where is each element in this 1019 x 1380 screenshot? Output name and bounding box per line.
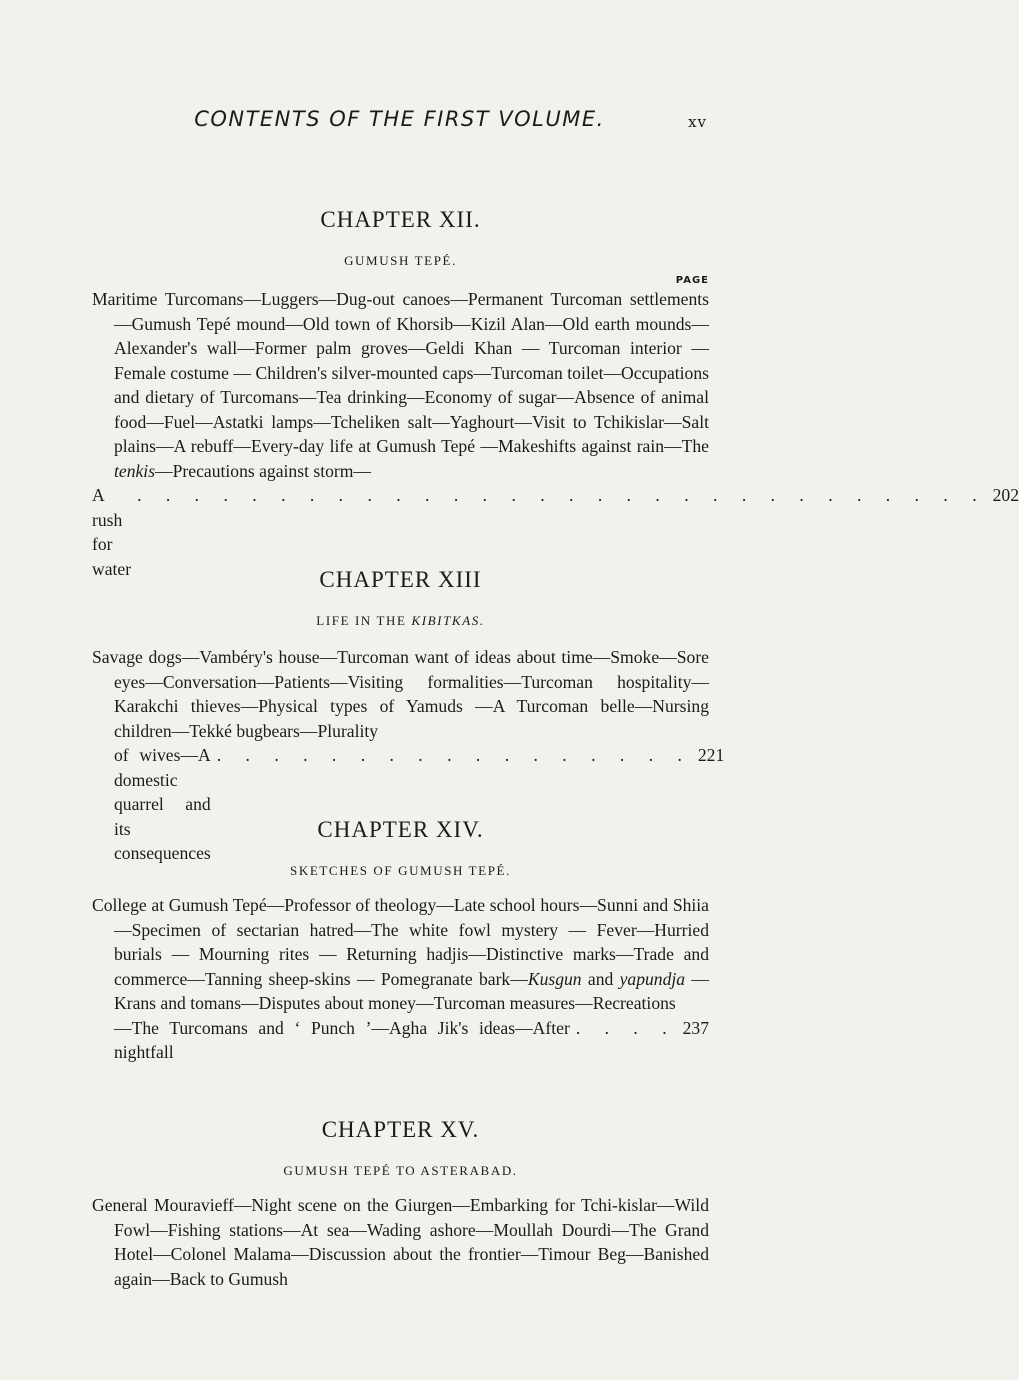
- chapter-xiv: [92, 817, 709, 1065]
- chapter-title: CHAPTER XV.: [321, 1117, 480, 1142]
- chapter-summary: College at Gumush Tepé—Professor of theology—Late school hours—Sunni and Shiia—Specimen of sectarian hatred—The white fowl mystery — Fever—Hurried burials — Mourning rites — Returning hadjis—Distinctive marks—Trade and commerce—Tanning sheep-skins — Pomegranate bark—Kusgun and yapundja — Krans and tomans—Disputes about money—Turcoman measures—Recreations —The Turcomans and ‘ Punch ’—Agha Jik's ideas—After nightfall . . . . 237: [92, 893, 709, 1065]
- chapter-summary: Maritime Turcomans—Luggers—Dug-out canoes—Permanent Turcoman settlements—Gumush Tepé mound—Old town of Khorsib—Kizil Alan—Old earth mounds—Alexander's wall—Former palm groves—Geldi Khan — Turcoman interior — Female costume — Children's silver-mounted caps—Turcoman toilet—Occupations and dietary of Turcomans—Tea drinking—Economy of sugar—Absence of animal food—Fuel—Astatki lamps—Tcheliken salt—Yaghourt—Visit to Tchikislar—Salt plains—A rebuff—Every-day life at Gumush Tepé —Makeshifts against rain—The tenkis—Precautions against storm— A rush for water . . . . . . . . . . . . . . . . . . . . . . . . . . . . . . 202: [92, 287, 709, 581]
- chapter-xii: [92, 207, 1019, 581]
- running-head: [0, 107, 799, 137]
- chapter-xv: [92, 1117, 709, 1291]
- dot-leader: . . . . . . . . . . . . . . . . .: [216, 745, 692, 765]
- chapter-subtitle: LIFE IN THE KIBITKAS.: [316, 613, 485, 628]
- toc-entry-line: of wives—A domestic quarrel and its consequences . . . . . . . . . . . . . . . . . 221: [114, 745, 725, 863]
- italic-term: yapundja: [619, 968, 686, 989]
- chapter-subtitle: GUMUSH TEPÉ.: [344, 253, 457, 268]
- chapter-subtitle: GUMUSH TEPÉ TO ASTERABAD.: [283, 1163, 518, 1178]
- toc-entry-line: —The Turcomans and ‘ Punch ’—Agha Jik's ideas—After nightfall . . . . 237: [114, 1017, 709, 1062]
- chapter-title: CHAPTER XII.: [320, 207, 481, 232]
- page-ref: 237: [682, 1017, 709, 1038]
- dot-leader: . . . . . . . . . . . . . . . . . . . . . . . . . . . . . .: [137, 485, 987, 505]
- page-ref: 202: [992, 485, 1019, 505]
- toc-entry-line: A rush for water . . . . . . . . . . . . . . . . . . . . . . . . . . . . . . 202: [92, 485, 1019, 579]
- page-ref: 221: [697, 745, 725, 765]
- italic-term: Kusgun: [527, 968, 582, 989]
- running-head-title: CONTENTS OF THE FIRST VOLUME.: [194, 107, 605, 131]
- chapter-subtitle: SKETCHES OF GUMUSH TEPÉ.: [290, 863, 511, 878]
- dot-leader: . . . .: [575, 1017, 677, 1038]
- chapter-summary: General Mouravieff—Night scene on the Giurgen—Embarking for Tchi-kislar—Wild Fowl—Fishing stations—At sea—Wading ashore—Moullah Dourdi—The Grand Hotel—Colonel Malama—Discussion about the frontier—Timour Beg—Banished again—Back to Gumush: [92, 1195, 709, 1289]
- chapter-title: CHAPTER XIV.: [317, 817, 484, 842]
- chapter-title: CHAPTER XIII: [319, 567, 482, 592]
- page-column-label: PAGE: [675, 275, 709, 286]
- chapter-summary: Savage dogs—Vambéry's house—Turcoman want of ideas about time—Smoke—Sore eyes—Conversation—Patients—Visiting formalities—Turcoman hospitality—Karakchi thieves—Physical types of Yamuds —A Turcoman belle—Nursing children—Tekké bugbears—Plurality of wives—A domestic quarrel and its consequences . . . . . . . . . . . . . . . . . 221: [92, 645, 709, 866]
- page-number: xv: [688, 113, 707, 131]
- italic-term: tenkis: [114, 460, 156, 481]
